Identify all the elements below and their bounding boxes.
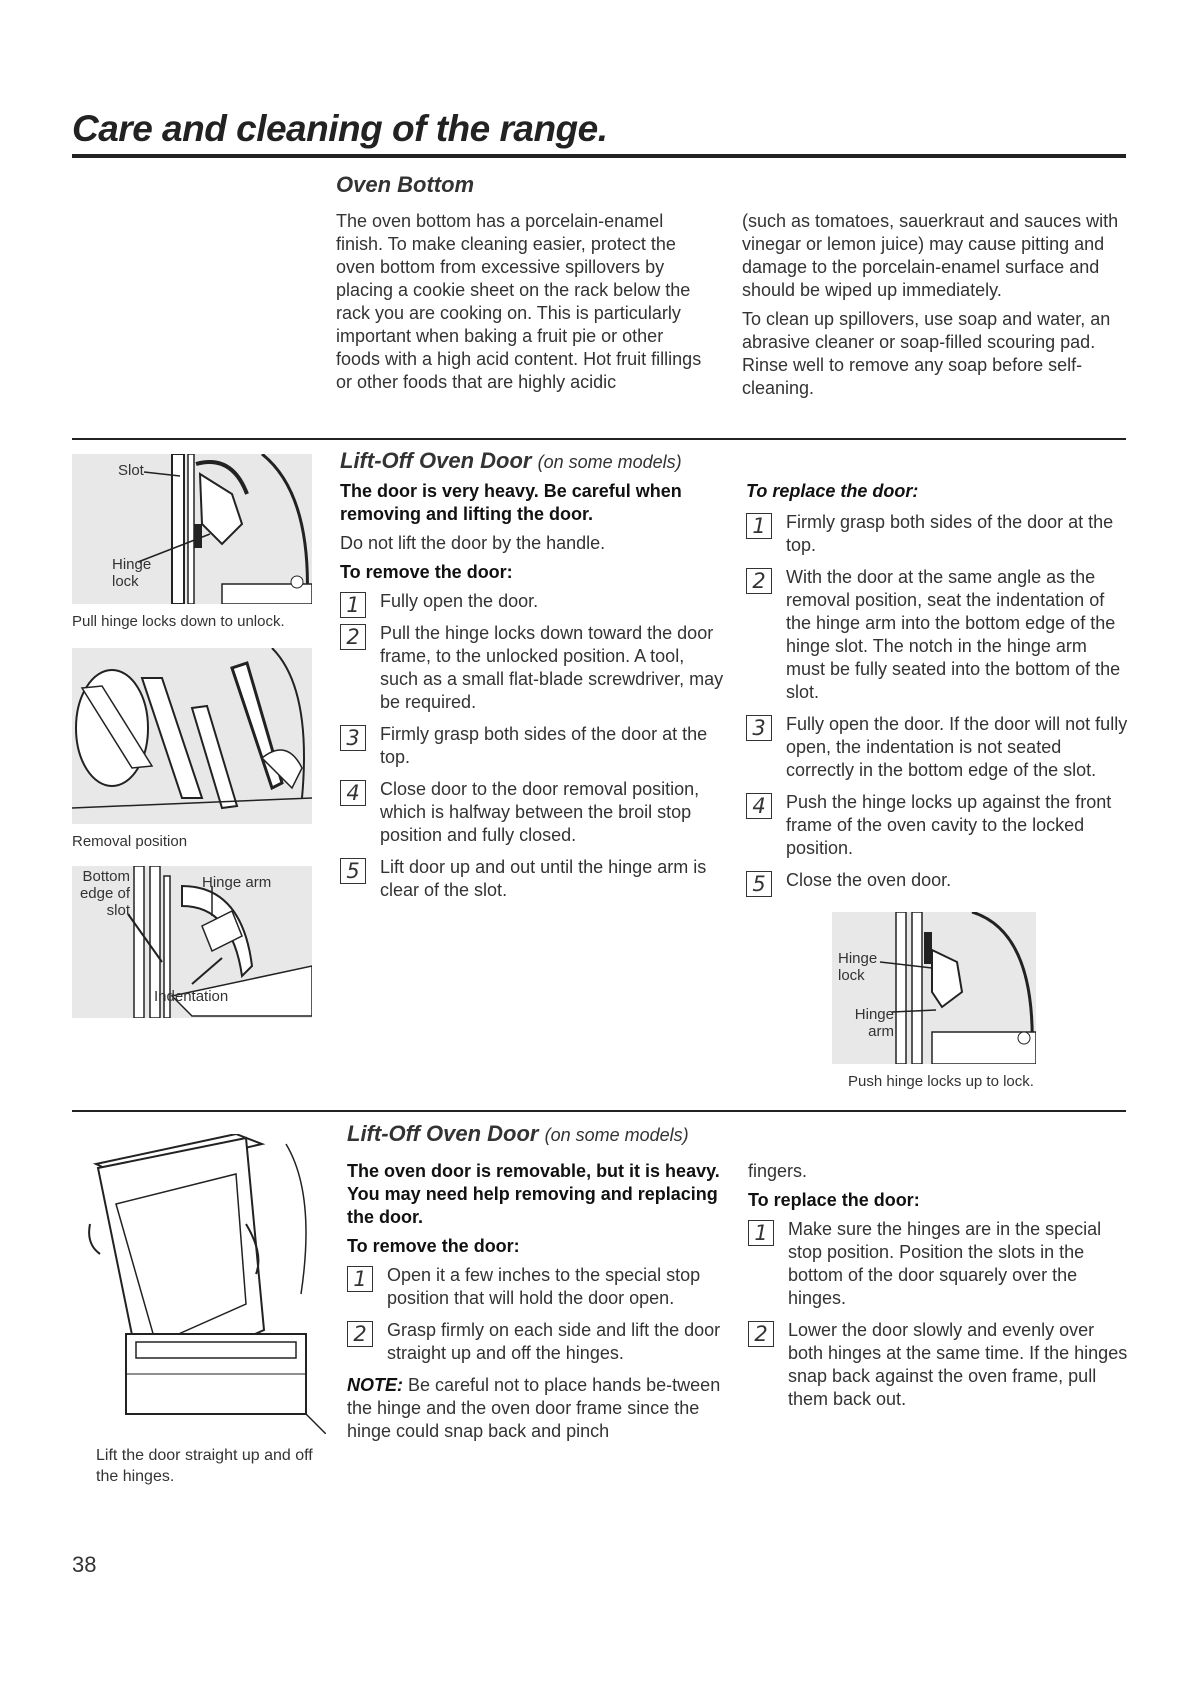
door2-continued: fingers. (748, 1161, 808, 1181)
door1-remove-step-number: 5 (340, 858, 366, 884)
door1-remove-step-text: Lift door up and out until the hinge arm is clear of the slot. (380, 857, 707, 900)
door2-remove-step (347, 1319, 732, 1365)
label-indentation: Indentation (154, 988, 229, 1005)
door1-heading-sub: (on some models) (537, 452, 682, 472)
door1-remove-column (340, 480, 725, 911)
figure-hinge-unlock (72, 454, 312, 604)
oven-bottom-paragraph-2: (such as tomatoes, sauerkraut and sauces with vinegar or lemon juice) may cause pitting and damage to the porcelain-enamel surface and should be wiped up immediately. (742, 211, 1119, 300)
section-divider-2 (72, 1110, 1126, 1112)
oven-bottom-left-text (336, 210, 711, 400)
door2-heading-main: Lift-Off Oven Door (347, 1121, 539, 1146)
oven-bottom-heading: Oven Bottom (336, 172, 475, 197)
door1-replace-step (746, 869, 1128, 896)
door2-replace-title: To replace the door: (748, 1190, 920, 1210)
door1-remove-steps (340, 590, 725, 902)
door1-remove-step-text: Close door to the door removal position, which is halfway between the broil stop position and fully closed. (380, 779, 700, 845)
door2-remove-column (347, 1160, 732, 1449)
door2-remove-title: To remove the door: (347, 1236, 520, 1256)
door1-remove-step (340, 622, 725, 714)
removal-position-illustration (72, 648, 312, 824)
caption-hinge-unlock: Pull hinge locks down to unlock. (72, 613, 285, 630)
door2-replace-step-text: Lower the door slowly and evenly over both hinges at the same time. If the hinges snap back against the oven frame, pull them back out. (788, 1320, 1128, 1409)
hinge-unlock-illustration (72, 454, 312, 604)
door1-replace-step-text: Push the hinge locks up against the front frame of the oven cavity to the locked position. (786, 792, 1112, 858)
door2-remove-step (347, 1264, 732, 1310)
door1-replace-step-number: 4 (746, 793, 772, 819)
door2-warning: The oven door is removable, but it is heavy. You may need help removing and replacing the door. (347, 1161, 720, 1227)
oven-bottom-paragraph-1: The oven bottom has a porcelain-enamel finish. To make cleaning easier, protect the oven bottom from excessive spillovers by placing a cookie sheet on the rack below the rack you are cooking on. This is particularly important when baking a fruit pie or other foods with a high acid content. Hot fruit fillings or other foods that are highly acidic (336, 211, 702, 392)
door2-note (347, 1374, 732, 1443)
door1-replace-step-text: With the door at the same angle as the removal position, seat the indentation of the hinge arm into the bottom edge of the hinge slot. The notch in the hinge arm must be fully seated into the bottom of the slot. (786, 567, 1121, 702)
door2-replace-step (748, 1218, 1128, 1310)
door1-replace-step (746, 511, 1128, 557)
door2-remove-step-number: 1 (347, 1266, 373, 1292)
door2-note-label: NOTE: (347, 1375, 403, 1395)
door1-replace-step (746, 566, 1128, 704)
door2-heading-sub: (on some models) (544, 1125, 689, 1145)
door1-replace-step-text: Close the oven door. (786, 870, 952, 890)
figure-removal-position (72, 648, 312, 824)
door1-remove-step (340, 590, 725, 617)
door1-heading-main: Lift-Off Oven Door (340, 448, 532, 473)
door1-remove-step-text: Firmly grasp both sides of the door at the top. (380, 724, 708, 767)
door2-replace-step-text: Make sure the hinges are in the special stop position. Position the slots in the bottom of the door squarely over the hinges. (788, 1219, 1102, 1308)
door1-replace-step-text: Firmly grasp both sides of the door at the top. (786, 512, 1114, 555)
page-title: Care and cleaning of the range. (72, 108, 608, 149)
label-bottom-edge: Bottom edge of slot (79, 868, 130, 919)
caption-removal-position: Removal position (72, 833, 188, 850)
door1-remove-step-text: Pull the hinge locks down toward the door frame, to the unlocked position. A tool, such as a small flat-blade screwdriver, may be required. (380, 623, 724, 712)
door1-replace-step-number: 5 (746, 871, 772, 897)
door1-replace-step (746, 791, 1128, 860)
door1-remove-step-number: 1 (340, 592, 366, 618)
door1-replace-step-number: 3 (746, 715, 772, 741)
door2-replace-column (748, 1160, 1128, 1420)
door1-replace-step-text: Fully open the door. If the door will not fully open, the indentation is not seated correctly in the bottom edge of the slot. (786, 714, 1128, 780)
door1-remove-step-number: 4 (340, 780, 366, 806)
door1-remove-step-number: 3 (340, 725, 366, 751)
door2-note-text: Be careful not to place hands be-tween the hinge and the oven door frame since the hinge could snap back and pinch (347, 1375, 721, 1441)
figure-hinge-arm (72, 866, 312, 1018)
title-rule (72, 154, 1126, 158)
caption-hinge-lock: Push hinge locks up to lock. (848, 1073, 1034, 1090)
door2-replace-step (748, 1319, 1128, 1411)
door1-heading (340, 448, 682, 474)
label-hinge-lock: Hinge lock (112, 556, 152, 590)
door1-handle-note: Do not lift the door by the handle. (340, 533, 606, 553)
oven-bottom-right-text (742, 210, 1127, 406)
oven-bottom-paragraph-3: To clean up spillovers, use soap and water, an abrasive cleaner or soap-filled scouring pad. Rinse well to remove any soap before self-cleaning. (742, 309, 1111, 398)
door2-replace-step-number: 1 (748, 1220, 774, 1246)
door1-replace-title: To replace the door: (746, 481, 919, 501)
caption-lift-door: Lift the door straight up and off the hinges. (96, 1447, 313, 1485)
hinge-lock-illustration (832, 912, 1036, 1064)
door1-replace-step-number: 2 (746, 568, 772, 594)
label-slot: Slot (118, 462, 144, 479)
door1-remove-step (340, 723, 725, 769)
figure-lift-door (86, 1134, 326, 1434)
door1-replace-column (746, 480, 1128, 901)
label-hinge-arm: Hinge arm (202, 874, 272, 891)
door1-warning: The door is very heavy. Be careful when removing and lifting the door. (340, 481, 682, 524)
figure-hinge-lock (832, 912, 1036, 1064)
door2-remove-steps (347, 1264, 732, 1365)
door2-heading (347, 1121, 689, 1147)
door1-remove-step (340, 856, 725, 902)
door1-remove-step-number: 2 (340, 624, 366, 650)
label-hinge-lock-2: Hinge lock (838, 950, 878, 984)
door2-replace-steps (748, 1218, 1128, 1411)
door2-remove-step-number: 2 (347, 1321, 373, 1347)
door1-remove-step (340, 778, 725, 847)
label-hinge-arm-2: Hinge arm (854, 1006, 894, 1040)
door2-remove-step-text: Open it a few inches to the special stop position that will hold the door open. (387, 1265, 701, 1308)
door2-remove-step-text: Grasp firmly on each side and lift the door straight up and off the hinges. (387, 1320, 721, 1363)
door1-remove-title: To remove the door: (340, 562, 513, 582)
page-number: 38 (72, 1552, 97, 1577)
door1-replace-steps (746, 511, 1128, 896)
section-divider-1 (72, 438, 1126, 440)
lift-door-illustration (86, 1134, 326, 1434)
door1-replace-step (746, 713, 1128, 782)
door1-remove-step-text: Fully open the door. (380, 591, 539, 611)
door1-replace-step-number: 1 (746, 513, 772, 539)
door2-replace-step-number: 2 (748, 1321, 774, 1347)
